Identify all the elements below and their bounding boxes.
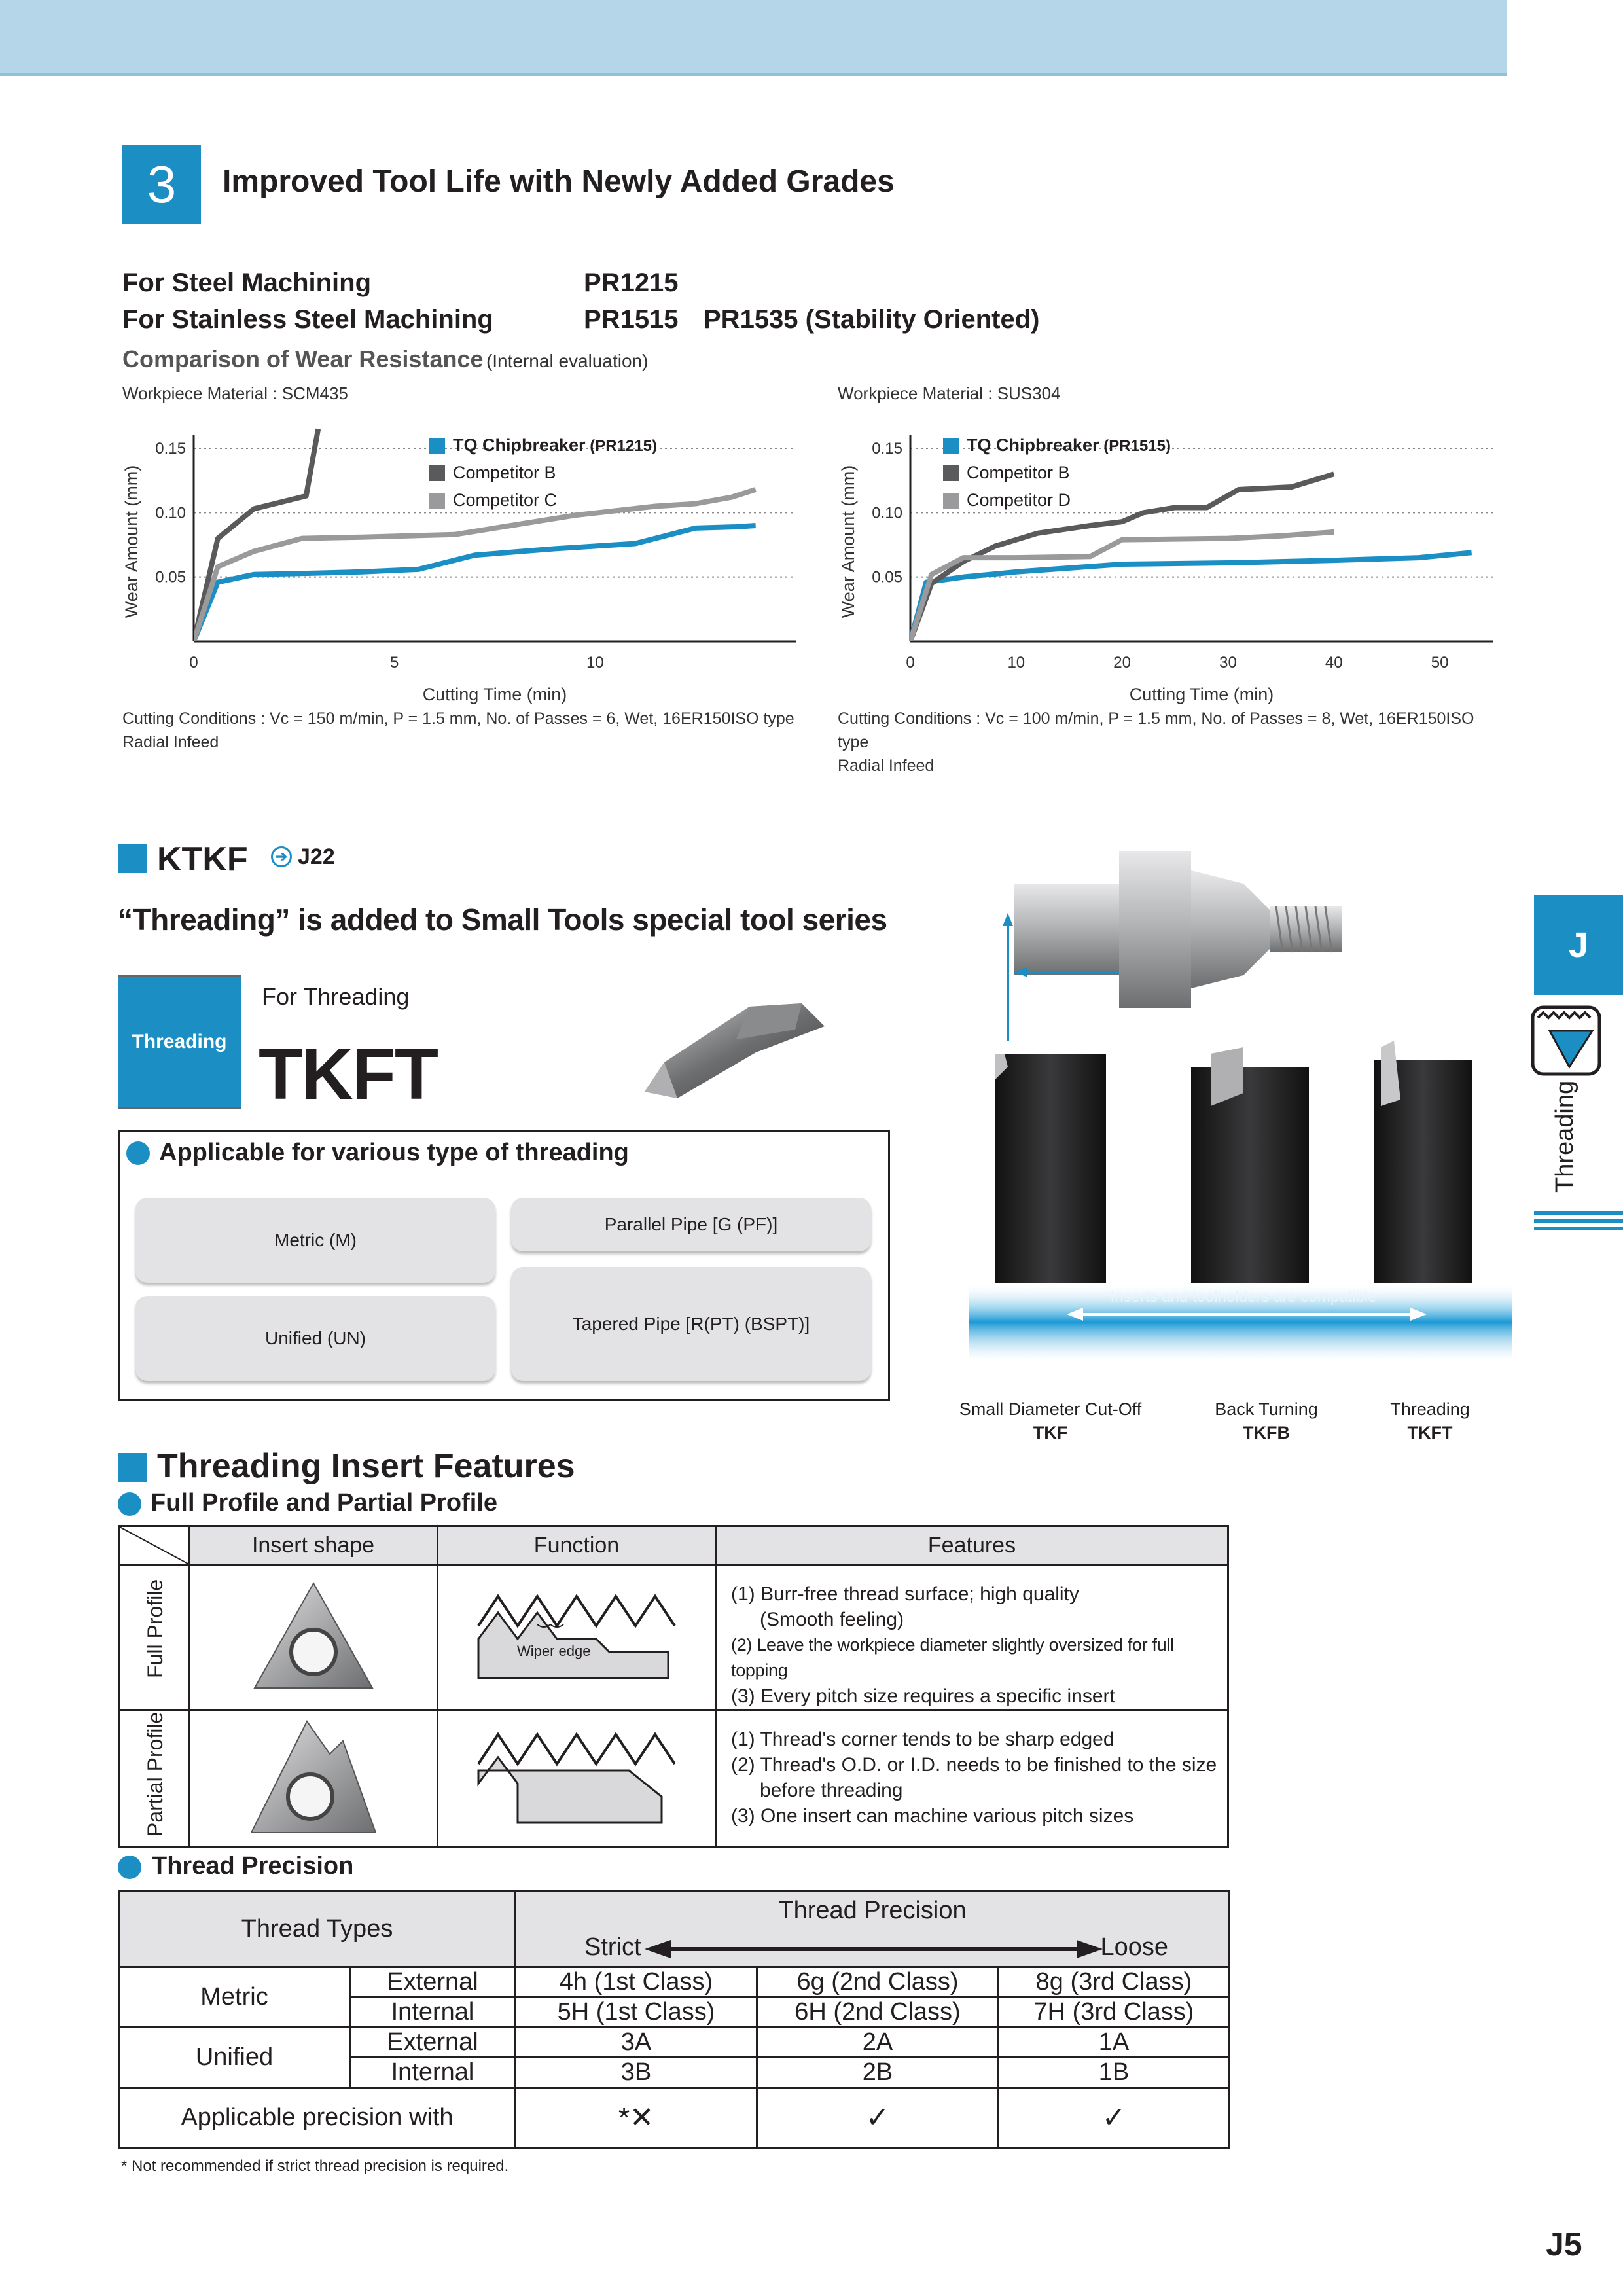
series-line-competitor-d	[910, 532, 1334, 641]
cell-2A: 2A	[757, 2028, 999, 2058]
chart-scm435	[118, 409, 812, 710]
comparison-note: (Internal evaluation)	[486, 351, 649, 371]
side-rule	[1534, 1227, 1623, 1230]
thread-type-metric: Metric (M)	[135, 1198, 495, 1283]
full-profile-features-cell	[716, 1565, 1228, 1710]
threading-icon	[1530, 1005, 1602, 1077]
bullet-dot	[118, 1856, 141, 1879]
legend-label: TQ Chipbreaker (PR1215)	[453, 435, 657, 455]
legend-label: Competitor B	[453, 463, 556, 482]
top-band	[0, 0, 1507, 76]
full-feature-1: (1) Burr-free thread surface; high quality	[731, 1583, 1079, 1605]
x-tick-label: 20	[1113, 654, 1131, 672]
partial-feature-1: (1) Thread's corner tends to be sharp edged	[731, 1729, 1115, 1750]
product-name: TKFT	[259, 1034, 438, 1115]
y-tick-label: 0.05	[155, 568, 186, 586]
features-subtitle: Full Profile and Partial Profile	[151, 1489, 497, 1516]
precision-table	[118, 1890, 1230, 2149]
full-feature-2: (2) Leave the workpiece diameter slightly oversized for full topping	[731, 1635, 1174, 1680]
cell-2B: 2B	[757, 2058, 999, 2088]
x-tick-label: 10	[1007, 654, 1026, 672]
cell-6H: 6H (2nd Class)	[757, 1998, 999, 2028]
ktkf-marker	[118, 844, 147, 873]
partial-profile-function-diagram	[472, 1725, 681, 1829]
unified-internal: Internal	[350, 2058, 516, 2088]
partial-profile-insert-cell	[189, 1710, 438, 1848]
thread-type-parallel-pipe: Parallel Pipe [G (PF)]	[511, 1198, 871, 1251]
bullet-dot	[118, 1492, 141, 1516]
applicable-title: Applicable for various type of threading	[159, 1139, 629, 1166]
group-unified: Unified	[119, 2028, 350, 2088]
full-profile-label: Full Profile	[143, 1579, 167, 1678]
tool-cutoff	[949, 1397, 1152, 1444]
cell-8g: 8g (3rd Class)	[999, 1967, 1230, 1998]
legend-label: Competitor C	[453, 490, 558, 510]
toolholder-illustration	[969, 844, 1512, 1446]
precision-title: Thread Precision	[152, 1852, 354, 1880]
features-marker	[118, 1453, 147, 1482]
partial-profile-label: Partial Profile	[143, 1712, 167, 1837]
strict-label: Strict	[584, 1933, 641, 1961]
ktkf-title: KTKF	[157, 840, 248, 878]
cell-5H: 5H (1st Class)	[516, 1998, 757, 2028]
stainless-label: For Stainless Steel Machining	[122, 305, 493, 334]
y-tick-label: 0.10	[872, 504, 902, 522]
partial-profile-label-cell	[119, 1710, 189, 1848]
compatible-note: Inserts and toolholders are compatible	[1110, 1288, 1377, 1306]
header-insert-shape: Insert shape	[189, 1526, 438, 1565]
chart1-workpiece: Workpiece Material : SCM435	[122, 384, 348, 403]
legend-label: TQ Chipbreaker (PR1515)	[967, 435, 1171, 455]
strict-loose-scale	[516, 1929, 1230, 1967]
section-title: Improved Tool Life with Newly Added Grades	[223, 164, 895, 199]
features-corner	[119, 1526, 189, 1565]
cell-4h: 4h (1st Class)	[516, 1967, 757, 1998]
tool-threading-name: Threading	[1390, 1399, 1470, 1419]
cell-7H: 7H (3rd Class)	[999, 1998, 1230, 2028]
cell-6g: 6g (2nd Class)	[757, 1967, 999, 1998]
legend-swatch	[429, 493, 445, 509]
thread-type-unified: Unified (UN)	[135, 1296, 495, 1381]
ktkf-headline: “Threading” is added to Small Tools special tool series	[118, 903, 887, 937]
legend-swatch	[943, 438, 959, 454]
partial-profile-insert-image	[245, 1715, 382, 1839]
chart1-conditions	[122, 707, 842, 754]
tool-cutoff-code: TKF	[1033, 1423, 1068, 1443]
full-profile-label-cell	[119, 1565, 189, 1710]
page-number: J5	[1546, 2226, 1582, 2263]
for-threading-label: For Threading	[262, 983, 410, 1010]
applicable-medium: ✓	[757, 2088, 999, 2148]
partial-profile-function-cell	[438, 1710, 716, 1848]
tool-cutoff-name: Small Diameter Cut-Off	[959, 1399, 1142, 1419]
metric-internal: Internal	[350, 1998, 516, 2028]
legend-label: Competitor D	[967, 490, 1071, 510]
partial-feature-2b: before threading	[760, 1780, 903, 1801]
steel-label: For Steel Machining	[122, 268, 372, 297]
applicable-strict: *✕	[516, 2088, 757, 2148]
applicable-loose: ✓	[999, 2088, 1230, 2148]
arrow-right-icon: ➔	[271, 846, 292, 867]
x-tick-label: 5	[389, 654, 399, 672]
chart2-conditions-line1: Cutting Conditions : Vc = 100 m/min, P = 1.5 mm, No. of Passes = 8, Wet, 16ER150ISO type	[838, 709, 1474, 751]
x-tick-label: 50	[1431, 654, 1449, 672]
y-tick-label: 0.15	[872, 440, 902, 457]
chart-sus304	[834, 409, 1508, 710]
side-rule	[1534, 1211, 1623, 1215]
legend-swatch	[943, 493, 959, 509]
comparison-title: Comparison of Wear Resistance	[122, 346, 484, 372]
tool-threading	[1364, 1397, 1495, 1444]
cell-3A: 3A	[516, 2028, 757, 2058]
partial-feature-3: (3) One insert can machine various pitch sizes	[731, 1805, 1134, 1827]
full-profile-function-cell	[438, 1565, 716, 1710]
y-tick-label: 0.05	[872, 568, 902, 586]
header-thread-precision: Thread Precision	[516, 1892, 1230, 1929]
legend-swatch	[943, 465, 959, 481]
loose-label: Loose	[1100, 1933, 1168, 1961]
double-arrow-icon	[645, 1939, 1103, 1960]
wiper-edge-label: Wiper edge	[517, 1643, 591, 1659]
legend-label: Competitor B	[967, 463, 1070, 482]
tkft-insert-image	[638, 1000, 828, 1105]
tool-threading-code: TKFT	[1407, 1423, 1453, 1443]
chart2-conditions	[838, 707, 1505, 778]
cell-1B: 1B	[999, 2058, 1230, 2088]
chart1-conditions-line1: Cutting Conditions : Vc = 150 m/min, P = 1.5 mm, No. of Passes = 6, Wet, 16ER150ISO type	[122, 709, 794, 728]
unified-external: External	[350, 2028, 516, 2058]
stainless-grade: PR1515	[584, 305, 679, 334]
threading-tab: Threading	[118, 975, 241, 1109]
legend-swatch	[429, 438, 445, 454]
tool-back-turning-code: TKFB	[1243, 1423, 1290, 1443]
full-profile-insert-cell	[189, 1565, 438, 1710]
x-tick-label: 40	[1325, 654, 1343, 672]
x-tick-label: 10	[586, 654, 604, 672]
full-feature-3: (3) Every pitch size requires a specific insert	[731, 1685, 1115, 1707]
steel-grade: PR1215	[584, 268, 679, 297]
bullet-dot	[126, 1141, 150, 1165]
chart1-conditions-line2: Radial Infeed	[122, 733, 219, 751]
tool-back-turning-name: Back Turning	[1215, 1399, 1318, 1419]
thread-type-tapered-pipe: Tapered Pipe [R(PT) (BSPT)]	[511, 1267, 871, 1381]
tool-back-turning	[1178, 1397, 1355, 1444]
x-axis-label: Cutting Time (min)	[422, 685, 567, 704]
cell-1A: 1A	[999, 2028, 1230, 2058]
y-tick-label: 0.15	[155, 440, 186, 457]
side-tab-label: Threading	[1551, 1080, 1578, 1193]
partial-profile-features-cell	[716, 1710, 1228, 1848]
stainless-grade-2: PR1535 (Stability Oriented)	[704, 305, 1040, 334]
header-features: Features	[716, 1526, 1228, 1565]
section-number: 3	[122, 145, 201, 224]
chart2-workpiece: Workpiece Material : SUS304	[838, 384, 1061, 403]
header-thread-types: Thread Types	[119, 1892, 516, 1967]
x-tick-label: 0	[906, 654, 915, 672]
full-feature-1b: (Smooth feeling)	[760, 1609, 904, 1630]
chart2-conditions-line2: Radial Infeed	[838, 757, 935, 775]
features-title: Threading Insert Features	[157, 1447, 575, 1485]
y-tick-label: 0.10	[155, 504, 186, 522]
partial-feature-2: (2) Thread's O.D. or I.D. needs to be finished to the size	[731, 1754, 1217, 1776]
features-table	[118, 1525, 1229, 1848]
side-rule	[1534, 1219, 1623, 1223]
legend-swatch	[429, 465, 445, 481]
series-line-tq-chipbreaker	[910, 552, 1472, 641]
cell-3B: 3B	[516, 2058, 757, 2088]
header-function: Function	[438, 1526, 716, 1565]
full-profile-function-diagram	[472, 1587, 681, 1685]
x-axis-label: Cutting Time (min)	[1129, 685, 1274, 704]
applicable-precision-label: Applicable precision with	[119, 2088, 516, 2148]
precision-footnote: * Not recommended if strict thread precision is required.	[121, 2157, 509, 2175]
series-line-competitor-b	[194, 429, 318, 642]
metric-external: External	[350, 1967, 516, 1998]
full-profile-insert-image	[248, 1577, 379, 1695]
ktkf-ref-link[interactable]: J22	[298, 844, 335, 869]
x-tick-label: 0	[189, 654, 198, 672]
group-metric: Metric	[119, 1967, 350, 2028]
y-axis-label: Wear Amount (mm)	[838, 465, 858, 619]
side-tab-j[interactable]: J	[1534, 895, 1623, 995]
comparison-heading	[122, 346, 648, 373]
x-tick-label: 30	[1219, 654, 1237, 672]
y-axis-label: Wear Amount (mm)	[122, 465, 141, 619]
